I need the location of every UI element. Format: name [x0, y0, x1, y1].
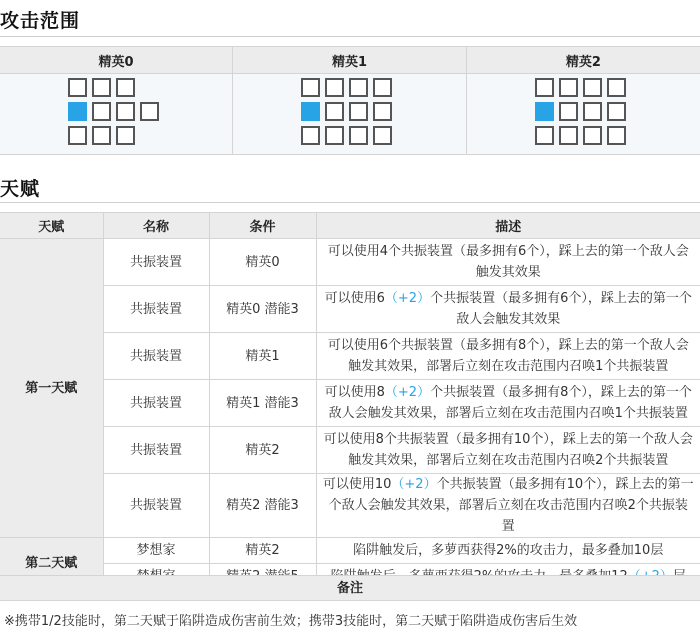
range-tile [607, 102, 626, 121]
range-tile [535, 78, 554, 97]
talent-row [0, 286, 700, 333]
range-tile [92, 102, 111, 121]
range-column-header: 精英0 [0, 47, 233, 74]
description-text: 可以使用6 [324, 291, 385, 306]
range-tile [116, 78, 135, 97]
attack-range-grid [535, 78, 631, 150]
range-tile [116, 102, 135, 121]
talent-skill-name: 梦想家 [103, 538, 209, 564]
talent-column-header: 名称 [103, 213, 209, 239]
empty-tile [140, 78, 159, 97]
description-text: 个共振装置（最多拥有8个），踩上去的第一个敌人会触发其效果，部署后立刻在攻击范围内召唤1个共振装置 [328, 385, 692, 421]
talent-description [316, 239, 700, 286]
range-tile [349, 102, 368, 121]
talent-column-header: 天赋 [0, 213, 103, 239]
range-tile [559, 102, 578, 121]
talent-row [0, 538, 700, 564]
range-tile [92, 78, 111, 97]
attack-range-grid [301, 78, 397, 150]
operator-position-tile [68, 102, 87, 121]
talent-description [316, 333, 700, 380]
range-tile [559, 78, 578, 97]
talent-description [316, 474, 700, 538]
description-text: 可以使用4个共振装置（最多拥有6个），踩上去的第一个敌人会触发其效果 [327, 244, 689, 280]
range-tile [349, 126, 368, 145]
range-tile [583, 102, 602, 121]
range-tile [325, 78, 344, 97]
notes-text: ※携带1/2技能时，第二天赋于陷阱造成伤害前生效；携带3技能时，第二天赋于陷阱造成伤害后生效 [4, 614, 578, 629]
empty-tile [140, 126, 159, 145]
talent-description [316, 286, 700, 333]
talent-condition: 精英0 潜能3 [209, 286, 316, 333]
talent-name-cell: 第一天赋 [0, 239, 103, 538]
talent-row [0, 474, 700, 538]
operator-position-tile [301, 102, 320, 121]
range-column-header: 精英2 [466, 47, 700, 74]
description-text: 可以使用10 [322, 477, 392, 492]
talent-row [0, 333, 700, 380]
range-tile [68, 78, 87, 97]
range-tile [140, 102, 159, 121]
description-text: 个共振装置（最多拥有10个），踩上去的第一个敌人会触发其效果，部署后立刻在攻击范围内召唤2个共振装置 [328, 477, 694, 534]
talent-description [316, 538, 700, 564]
talent-description [316, 427, 700, 474]
range-tile [607, 126, 626, 145]
range-tile [559, 126, 578, 145]
talent-condition: 精英1 [209, 333, 316, 380]
talent-row [0, 427, 700, 474]
range-tile [373, 78, 392, 97]
description-text: 陷阱触发后，多萝西获得2%的攻击力，最多叠加10层 [353, 543, 664, 558]
potential-bonus: （+2） [384, 291, 431, 306]
talent-table [0, 212, 700, 590]
range-title-divider [0, 36, 700, 37]
range-tile [325, 126, 344, 145]
range-tile [373, 126, 392, 145]
notes-header: 备注 [0, 575, 700, 601]
range-tile [92, 126, 111, 145]
talent-section-title: 天赋 [0, 178, 41, 200]
talent-skill-name: 共振装置 [103, 427, 209, 474]
description-text: 可以使用6个共振装置（最多拥有8个），踩上去的第一个敌人会触发其效果，部署后立刻在攻击范围内召唤1个共振装置 [327, 338, 689, 374]
range-tile [116, 126, 135, 145]
talent-row [0, 380, 700, 427]
range-tile [349, 78, 368, 97]
talent-description [316, 380, 700, 427]
talent-condition: 精英2 潜能3 [209, 474, 316, 538]
range-tile [607, 78, 626, 97]
talent-row [0, 239, 700, 286]
description-text: 可以使用8个共振装置（最多拥有10个），踩上去的第一个敌人会触发其效果，部署后立刻在攻击范围内召唤2个共振装置 [323, 432, 693, 468]
talent-column-header: 描述 [316, 213, 700, 239]
talent-column-header: 条件 [209, 213, 316, 239]
description-text: 可以使用8 [324, 385, 385, 400]
talent-condition: 精英2 [209, 427, 316, 474]
range-tile [301, 78, 320, 97]
description-text: 个共振装置（最多拥有6个），踩上去的第一个敌人会触发其效果 [430, 291, 692, 327]
range-column-header: 精英1 [233, 47, 467, 74]
talent-name-cell: 第二天赋 [0, 538, 103, 590]
talent-condition: 精英0 [209, 239, 316, 286]
range-tile [535, 126, 554, 145]
range-table [0, 46, 700, 155]
range-cell [0, 74, 233, 155]
range-tile [68, 126, 87, 145]
range-cell [233, 74, 467, 155]
talent-skill-name: 共振装置 [103, 286, 209, 333]
talent-condition: 精英2 [209, 538, 316, 564]
range-tile [583, 78, 602, 97]
talent-title-divider [0, 202, 700, 203]
talent-skill-name: 共振装置 [103, 380, 209, 427]
range-tile [301, 126, 320, 145]
potential-bonus: （+2） [384, 385, 431, 400]
talent-condition: 精英1 潜能3 [209, 380, 316, 427]
talent-skill-name: 共振装置 [103, 333, 209, 380]
range-tile [373, 102, 392, 121]
potential-bonus: （+2） [391, 477, 437, 492]
talent-skill-name: 共振装置 [103, 239, 209, 286]
range-tile [583, 126, 602, 145]
operator-position-tile [535, 102, 554, 121]
range-tile [325, 102, 344, 121]
range-section-title: 攻击范围 [0, 10, 81, 32]
talent-skill-name: 共振装置 [103, 474, 209, 538]
attack-range-grid [68, 78, 164, 150]
range-cell [466, 74, 700, 155]
